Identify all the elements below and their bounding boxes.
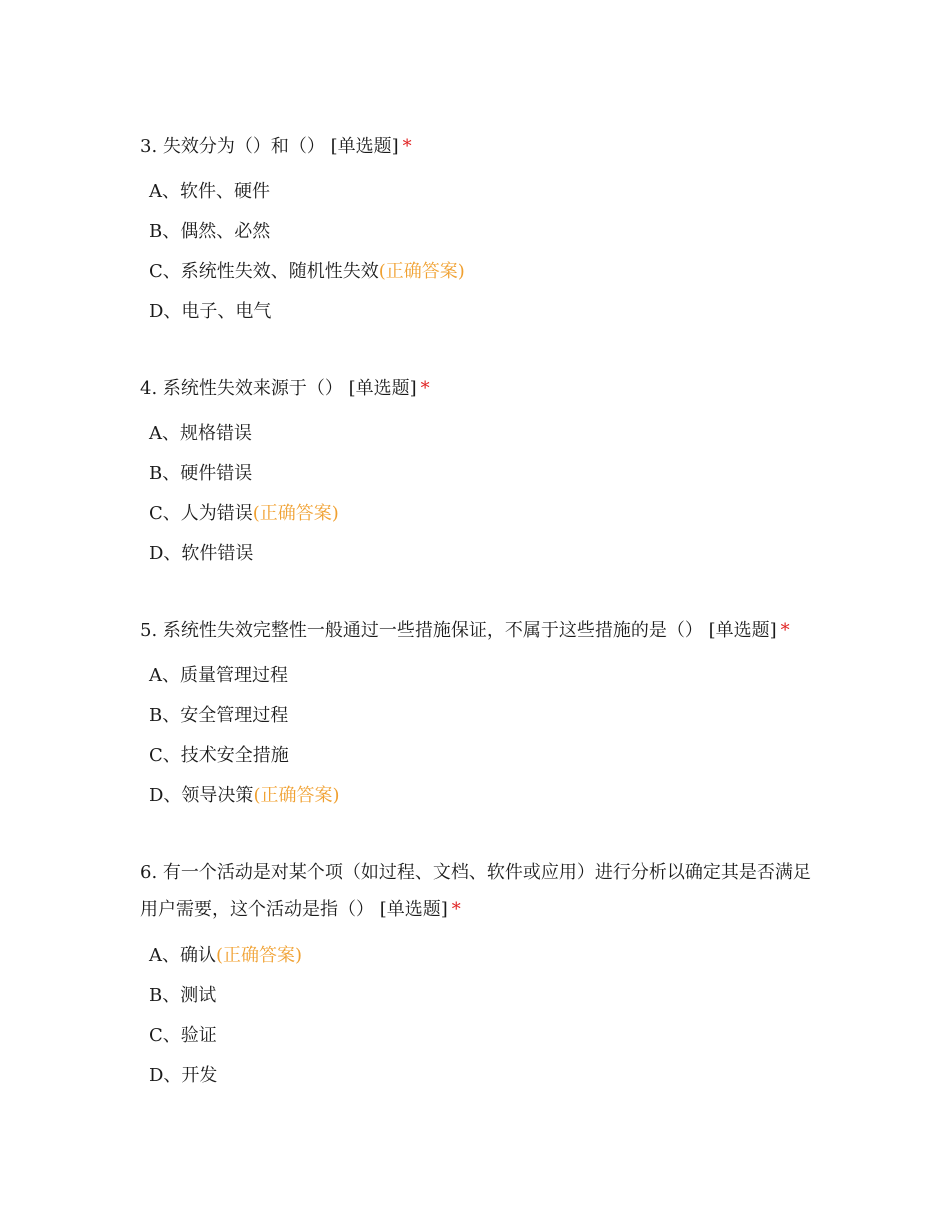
question-5-option-a: A、质量管理过程 <box>149 665 288 686</box>
question-5-option-c: C、技术安全措施 <box>149 745 289 766</box>
question-5-title: 5. 系统性失效完整性一般通过一些措施保证，不属于这些措施的是（） [单选题] * <box>140 620 790 641</box>
correct-answer-mark: (正确答案) <box>378 261 465 282</box>
question-6-option-d: D、开发 <box>149 1065 218 1086</box>
question-3-option-c: C、系统性失效、随机性失效(正确答案) <box>149 261 465 282</box>
required-mark: * <box>780 620 790 641</box>
question-4-option-d: D、软件错误 <box>149 543 254 564</box>
correct-answer-mark: (正确答案) <box>253 785 340 806</box>
question-6-option-a: A、确认(正确答案) <box>149 945 303 966</box>
correct-answer-mark: (正确答案) <box>252 503 339 524</box>
question-3-option-d: D、电子、电气 <box>149 301 272 322</box>
correct-answer-mark: (正确答案) <box>216 945 303 966</box>
required-mark: * <box>402 136 412 157</box>
question-5-option-b: B、安全管理过程 <box>149 705 289 726</box>
question-6-option-c: C、验证 <box>149 1025 217 1046</box>
required-mark: * <box>451 899 461 920</box>
question-4-option-b: B、硬件错误 <box>149 463 253 484</box>
question-3-title: 3. 失效分为（）和（） [单选题] * <box>140 136 412 157</box>
question-4-option-c: C、人为错误(正确答案) <box>149 503 339 524</box>
question-6-title: 6. 有一个活动是对某个项（如过程、文档、软件或应用）进行分析以确定其是否满足用户需要，这个活动是指（） [单选题] * <box>140 862 811 920</box>
question-3-option-b: B、偶然、必然 <box>149 221 271 242</box>
question-3-option-a: A、软件、硬件 <box>149 181 270 202</box>
question-4-option-a: A、规格错误 <box>149 423 252 444</box>
required-mark: * <box>420 378 430 399</box>
question-6-option-b: B、测试 <box>149 985 217 1006</box>
question-5-option-d: D、领导决策(正确答案) <box>149 785 340 806</box>
question-4-title: 4. 系统性失效来源于（） [单选题] * <box>140 378 430 399</box>
